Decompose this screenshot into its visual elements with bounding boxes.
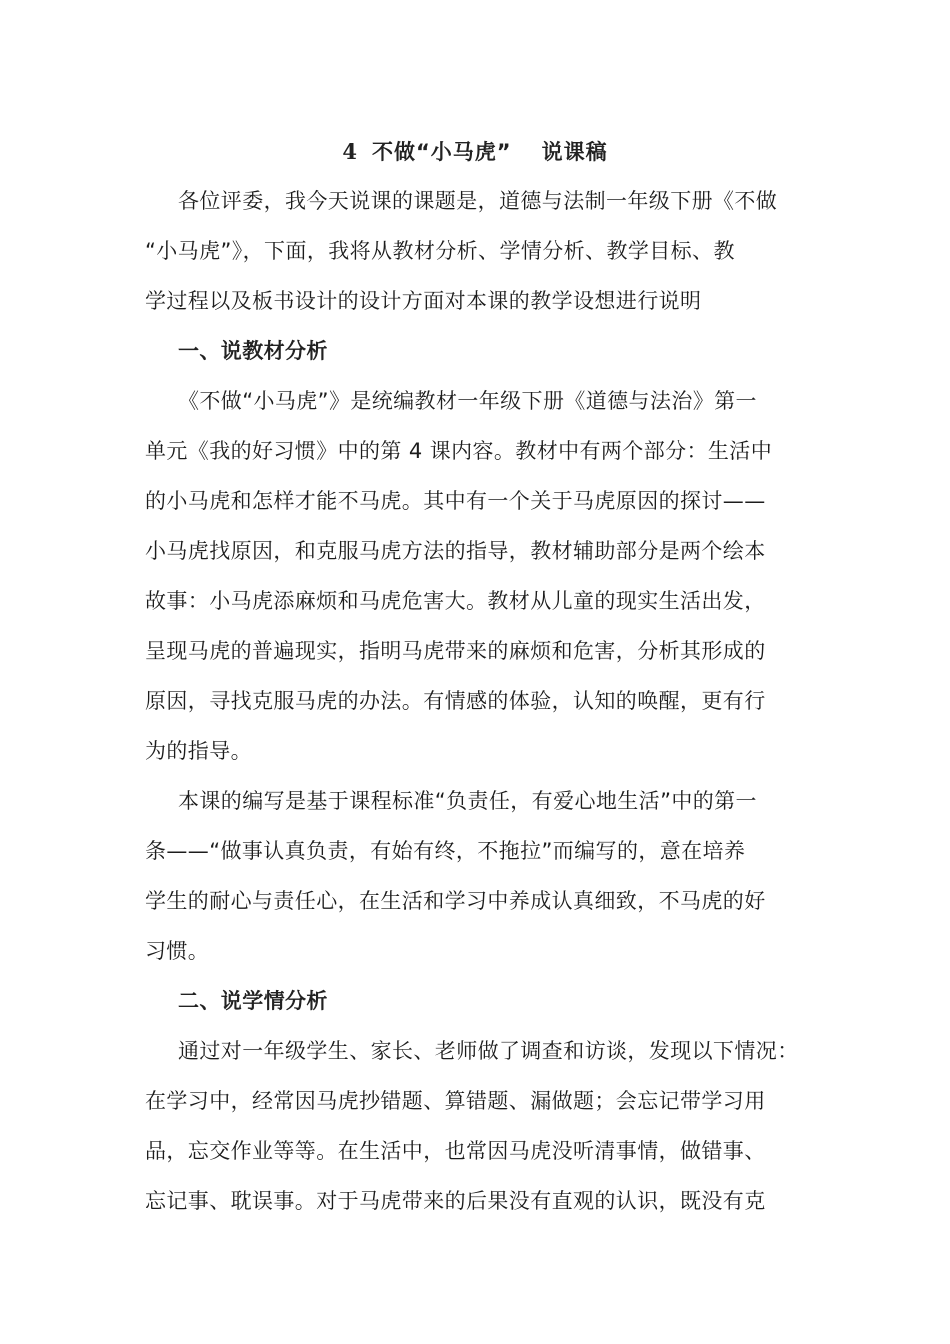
lesson-number: 4 [342, 139, 358, 164]
paragraph-line: 学生的耐心与责任心，在生活和学习中养成认真细致，不马虎的好 [145, 889, 766, 913]
paragraph-line: 原因，寻找克服马虎的办法。有情感的体验，认知的唤醒，更有行 [145, 689, 766, 713]
paragraph-line: 通过对一年级学生、家长、老师做了调查和访谈，发现以下情况： [178, 1039, 799, 1063]
document-title [0, 136, 950, 168]
paragraph-line: 忘记事、耽误事。对于马虎带来的后果没有直观的认识，既没有克 [145, 1189, 766, 1213]
paragraph-line: “小马虎”》，下面，我将从教材分析、学情分析、教学目标、教 [145, 239, 735, 263]
section-heading: 二、说学情分析 [178, 989, 328, 1013]
paragraph-line: 故事：小马虎添麻烦和马虎危害大。教材从儿童的现实生活出发， [145, 589, 766, 613]
paragraph-line: 各位评委，我今天说课的课题是，道德与法制一年级下册《不做 [178, 189, 778, 213]
paragraph-line: 在学习中，经常因马虎抄错题、算错题、漏做题；会忘记带学习用 [145, 1089, 766, 1113]
paragraph-line: 的小马虎和怎样才能不马虎。其中有一个关于马虎原因的探讨—— [145, 489, 766, 513]
paragraph-line: 呈现马虎的普遍现实，指明马虎带来的麻烦和危害，分析其形成的 [145, 639, 766, 663]
paragraph-line: 本课的编写是基于课程标准“负责任，有爱心地生活”中的第一 [178, 789, 757, 813]
title-suffix: 说课稿 [541, 140, 608, 164]
lesson-title: 不做“小马虎” [372, 140, 512, 164]
paragraph-line: 《不做“小马虎”》是统编教材一年级下册《道德与法治》第一 [178, 389, 757, 413]
paragraph-line: 条——“做事认真负责，有始有终，不拖拉”而编写的，意在培养 [145, 839, 746, 863]
section-heading: 一、说教材分析 [178, 339, 328, 363]
paragraph-line: 习惯。 [145, 939, 210, 963]
paragraph-line: 品，忘交作业等等。在生活中，也常因马虎没听清事情，做错事、 [145, 1139, 766, 1163]
paragraph-line: 学过程以及板书设计的设计方面对本课的教学设想进行说明 [145, 289, 702, 313]
paragraph-line: 为的指导。 [145, 739, 252, 763]
paragraph-line: 单元《我的好习惯》中的第 4 课内容。教材中有两个部分：生活中 [145, 439, 773, 463]
paragraph-line: 小马虎找原因，和克服马虎方法的指导，教材辅助部分是两个绘本 [145, 539, 766, 563]
